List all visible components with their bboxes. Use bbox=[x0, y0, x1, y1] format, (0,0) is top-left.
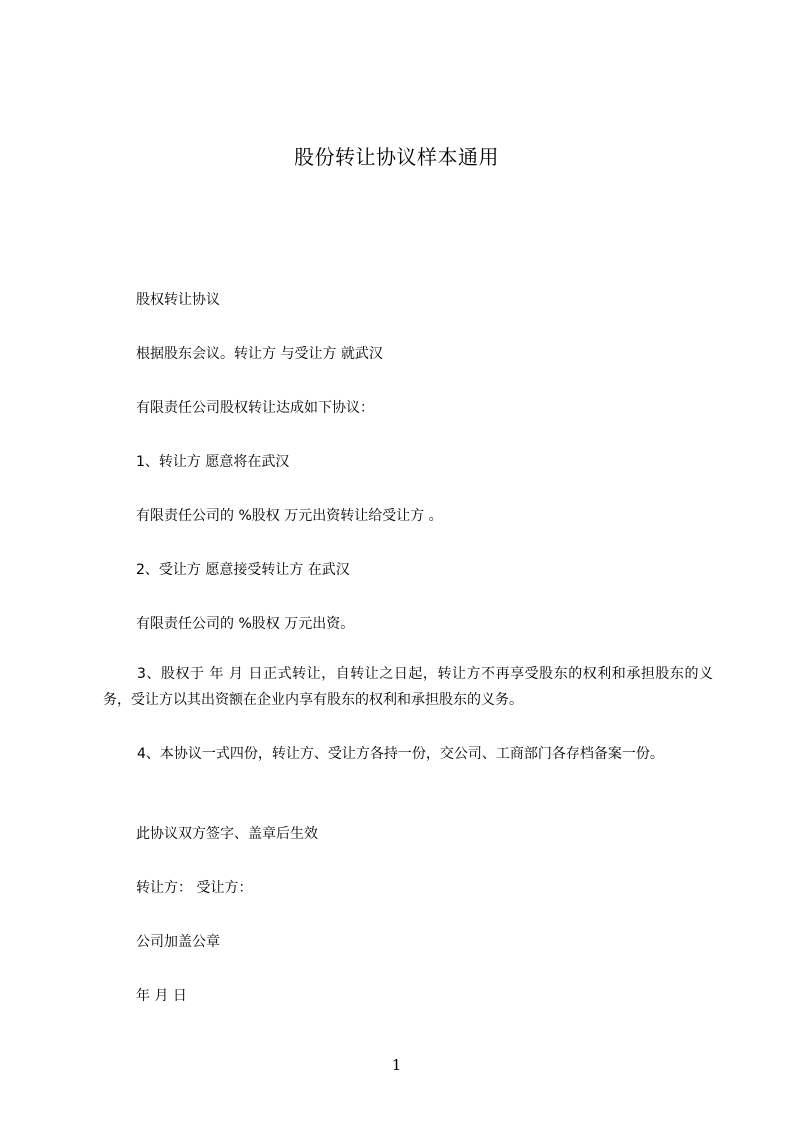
clause-2-line: 2、受让方 愿意接受转让方 在武汉 bbox=[136, 562, 350, 578]
page-number: 1 bbox=[391, 1056, 402, 1074]
agreement-intro-line: 有限责任公司股权转让达成如下协议： bbox=[136, 400, 374, 416]
clause-2-line: 有限责任公司的 %股权 万元出资。 bbox=[136, 616, 355, 632]
document-title: 股份转让协议样本通用 bbox=[294, 145, 499, 169]
effective-statement: 此协议双方签字、盖章后生效 bbox=[136, 826, 318, 842]
clause-1-line: 有限责任公司的 %股权 万元出资转让给受让方 。 bbox=[136, 508, 443, 524]
date-line: 年 月 日 bbox=[136, 988, 187, 1004]
agreement-intro-line: 根据股东会议。转让方 与受让方 就武汉 bbox=[136, 346, 383, 362]
clause-3-paragraph: 3、股权于 年 月 日正式转让，自转让之日起，转让方不再享受股东的权利和承担股东的义务，受让方以其出资额在企业内享有股东的权利和承担股东的义务。 bbox=[103, 666, 713, 708]
clause-4-paragraph: 4、本协议一式四份，转让方、受让方各持一份，交公司、工商部门各存档备案一份。 bbox=[137, 746, 664, 762]
company-seal-line: 公司加盖公章 bbox=[136, 934, 220, 950]
clause-1-line: 1、转让方 愿意将在武汉 bbox=[136, 454, 290, 470]
signature-parties: 转让方： 受让方： bbox=[136, 880, 253, 896]
agreement-heading: 股权转让协议 bbox=[136, 292, 220, 308]
